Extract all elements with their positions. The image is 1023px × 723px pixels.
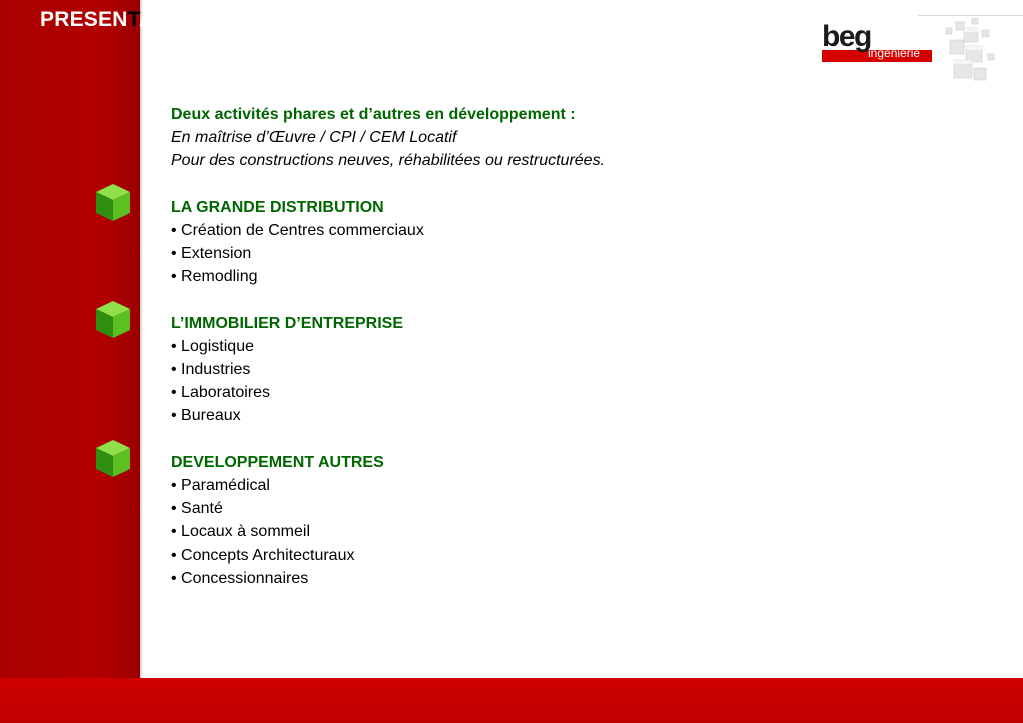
logo-top-rule [918,15,1023,16]
intro-line-2: Pour des constructions neuves, réhabilitées ou restructurées. [171,152,606,170]
list-item: • Locaux à sommeil [171,523,310,541]
slide-content [171,103,971,590]
list-item: • Paramédical [171,477,270,494]
slide-title-dark-letter: T [127,8,140,31]
section-heading-developpement-autres: DEVELOPPEMENT AUTRES [171,453,384,471]
footer-band [0,678,1023,723]
sidebar-edge-shadow [140,0,143,678]
list-item: • Industries [171,361,251,379]
list-item: • Bureaux [171,407,241,425]
company-logo [822,20,1022,90]
slide-title [40,8,503,32]
list-item: • Concessionnaires [171,569,309,587]
logo-brand: beg [822,20,871,53]
list-item: • Logistique [171,337,254,355]
list-item: • Santé [171,500,223,518]
logo-cubes-icon [942,18,1002,90]
list-item: • Extension [171,245,252,263]
slide-title-rest: ATION DE LA SOCIETE - ACTIVITES [139,8,503,31]
list-item: • Remodling [171,268,258,286]
section-heading-immobilier-entreprise: L’IMMOBILIER D’ENTREPRISE [171,314,404,332]
logo-subtitle: ingénierie [868,46,921,60]
slide-title-prefix: PRESEN [40,8,128,31]
list-item: • Création de Centres commerciaux [171,221,424,239]
intro-heading: Deux activités phares et d’autres en développement : [171,106,576,123]
section-heading-grande-distribution: LA GRANDE DISTRIBUTION [171,198,384,216]
list-item: • Concepts Architecturaux [171,546,355,564]
green-cube-icon [93,439,133,479]
green-cube-icon [93,300,133,340]
green-cube-icon [93,183,133,223]
intro-line-1: En maîtrise d’Œuvre / CPI / CEM Locatif [171,129,457,147]
list-item: • Laboratoires [171,384,270,402]
